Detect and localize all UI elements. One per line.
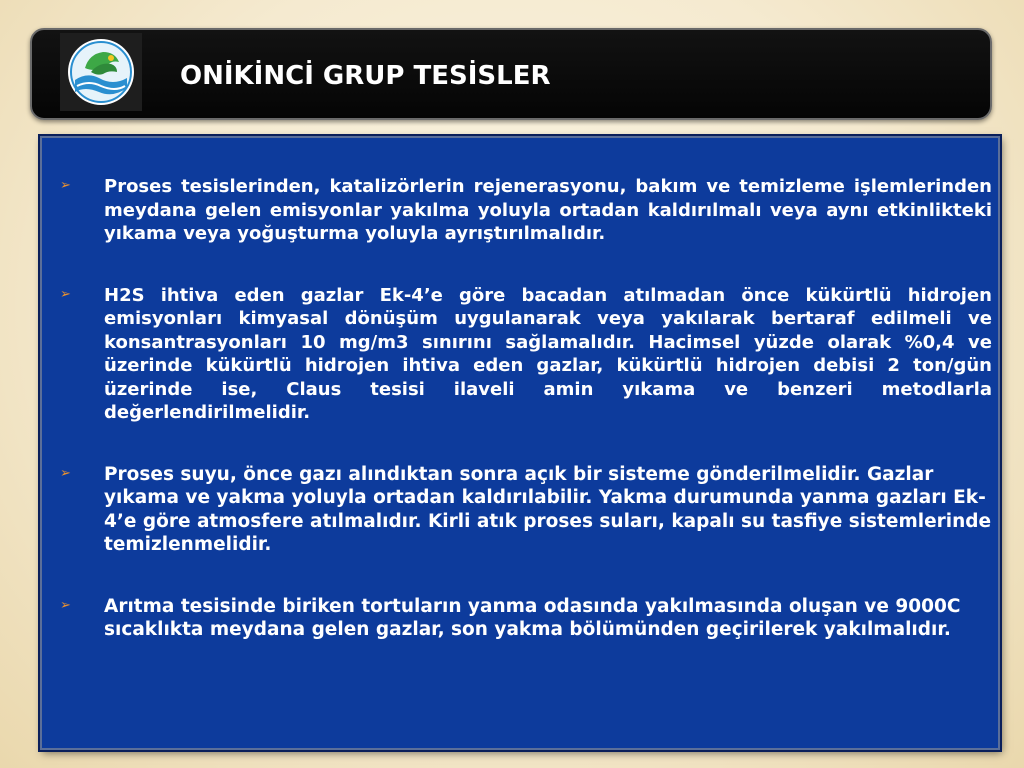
- bullet-text: H2S ihtiva eden gazlar Ek-4’e göre bacadan atılmadan önce kükürtlü hidrojen emisyonları kimyasal dönüşüm uygulanarak veya yakılarak bertaraf edilmeli ve konsantrasyonları 10 mg/m3 sınırını sağlamalıdır. Hacimsel yüzde olarak %0,4 ve üzerinde kükürtlü hidrojen ihtiva eden gazlar, kükürtlü hidrojen debisi 2 ton/gün üzerinde ise, Claus tesisi ilaveli amin yıkama ve benzeri metodlarla değerlendirilmelidir.: [104, 284, 992, 423]
- bullet-list: [60, 175, 992, 680]
- logo: [60, 33, 142, 111]
- bullet-text: Arıtma tesisinde biriken tortuların yanma odasında yakılmasında oluşan ve 9000C sıcaklıkta meydana gelen gazlar, son yakma bölümünden geçirilerek yakılmalıdır.: [104, 595, 961, 640]
- bullet-text: Proses tesislerinden, katalizörlerin rejenerasyonu, bakım ve temizleme işlemlerinden meydana gelen emisyonlar yakılma yoluyla ortadan kaldırılmalı veya aynı etkinlikteki yıkama veya yoğuşturma yoluyla ayrıştırılmalıdır.: [104, 176, 992, 244]
- bullet-item: [60, 595, 992, 642]
- bullet-item: [60, 175, 992, 246]
- content-panel: [40, 136, 1000, 750]
- bullet-item: [60, 284, 992, 425]
- arrow-right-bullet-icon: ➢: [60, 597, 71, 613]
- slide-title: ONİKİNCİ GRUP TESİSLER: [180, 61, 551, 91]
- title-bar: [30, 28, 992, 120]
- arrow-right-bullet-icon: ➢: [60, 465, 71, 481]
- bullet-item: [60, 463, 992, 557]
- arrow-right-bullet-icon: ➢: [60, 178, 71, 193]
- arrow-right-bullet-icon: ➢: [60, 286, 71, 302]
- environment-logo-icon: [65, 36, 137, 108]
- bullet-text: Proses suyu, önce gazı alındıktan sonra açık bir sisteme gönderilmelidir. Gazlar yıkama ve yakma yoluyla ortadan kaldırılabilir. Yakma durumunda yanma gazları Ek-4’e göre atmosfere atılmalıdır. Kirli atık proses suları, kapalı su tasfiye sistemlerinde temizlenmelidir.: [104, 463, 992, 555]
